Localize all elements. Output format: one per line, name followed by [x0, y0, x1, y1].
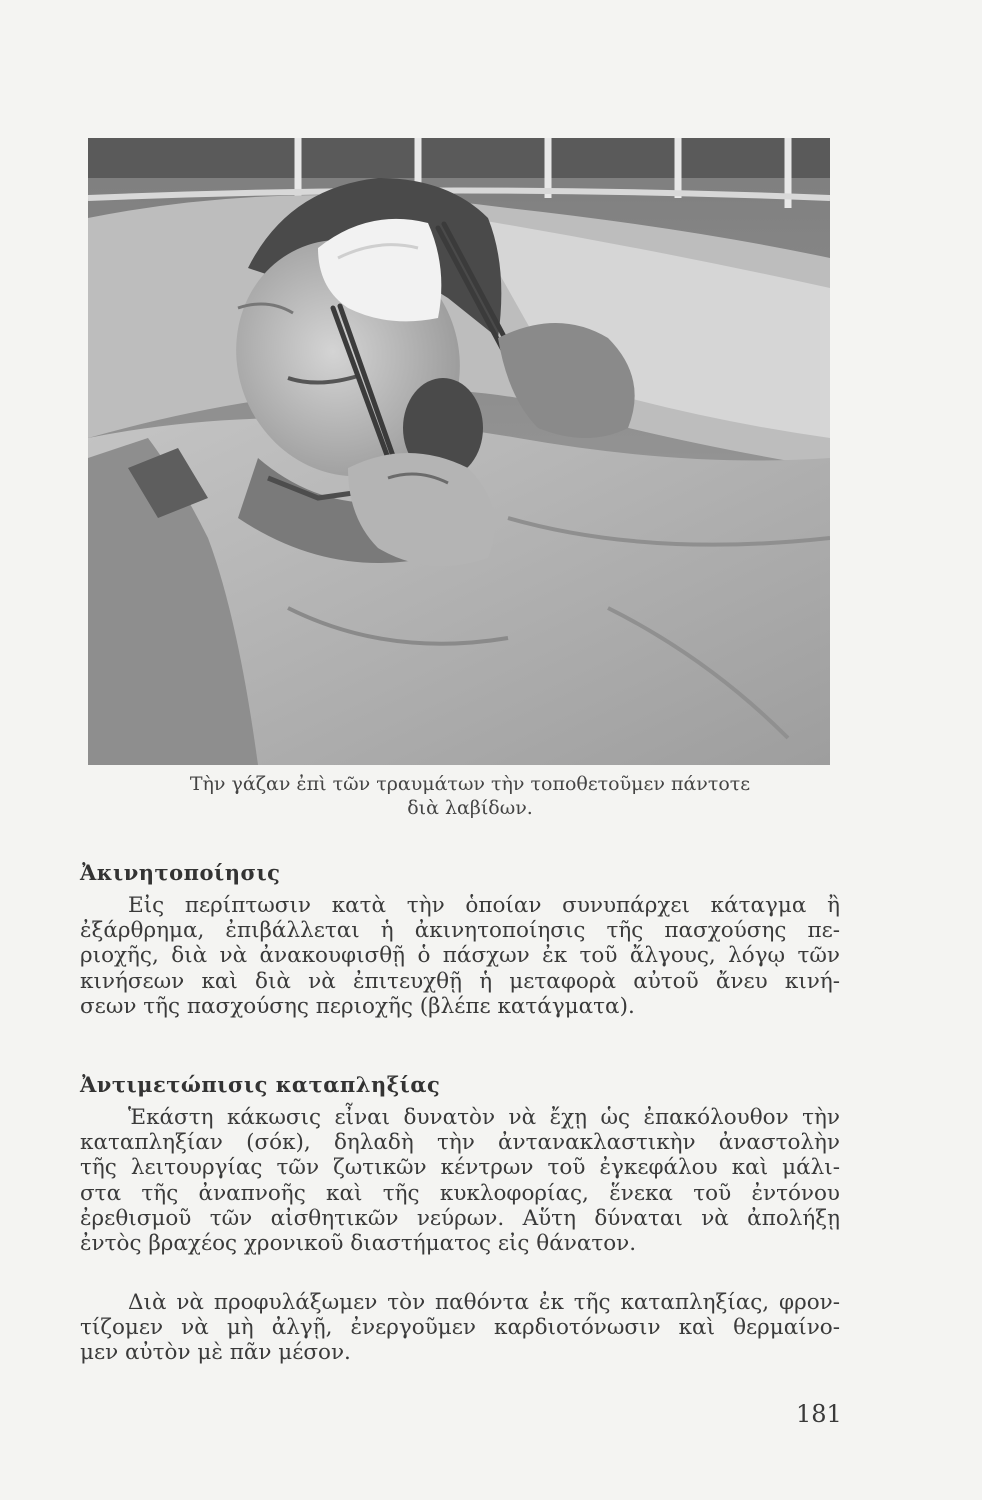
- paragraph-shock-1: [80, 1105, 840, 1256]
- text-line: ριοχῆς, διὰ νὰ ἀνακουφισθῇ ὁ πάσχων ἐκ τοῦ ἄλγους, λόγῳ τῶν: [80, 943, 840, 969]
- section-heading-immobilization: Ἀκινητοποίησις: [80, 860, 281, 885]
- text-line: τῆς λειτουργίας τῶν ζωτικῶν κέντρων τοῦ ἐγκεφάλου καὶ μάλι-: [80, 1155, 840, 1181]
- text-line: ἐρεθισμοῦ τῶν αἰσθητικῶν νεύρων. Αὕτη δύναται νὰ ἀπολήξῃ: [80, 1205, 840, 1231]
- text-line: μεν αὐτὸν μὲ πᾶν μέσον.: [80, 1340, 351, 1366]
- text-line: Ἑκάστη κάκωσις εἶναι δυνατὸν νὰ ἔχῃ ὡς ἐπακόλουθον τὴν: [128, 1105, 840, 1130]
- caption-line: Τὴν γάζαν ἐπὶ τῶν τραυμάτων τὴν τοποθετοῦμεν πάντοτε: [189, 773, 751, 795]
- figure-caption: [120, 772, 820, 820]
- text-line: σεων τῆς πασχούσης περιοχῆς (βλέπε κατάγματα).: [80, 993, 635, 1019]
- caption-line: διὰ λαβίδων.: [407, 797, 533, 819]
- page-number: 181: [796, 1400, 842, 1428]
- text-line: κινήσεων καὶ διὰ νὰ ἐπιτευχθῇ ἡ μεταφορὰ αὐτοῦ ἄνευ κινή-: [80, 968, 840, 994]
- text-line: ἐξάρθρημα, ἐπιβάλλεται ἡ ἀκινητοποίησις τῆς πασχούσης πε-: [80, 918, 840, 944]
- text-line: Εἰς περίπτωσιν κατὰ τὴν ὁποίαν συνυπάρχει κάταγμα ἢ: [128, 893, 840, 918]
- text-line: καταπληξίαν (σόκ), δηλαδὴ τὴν ἀντανακλαστικὴν ἀναστολὴν: [80, 1130, 840, 1156]
- paragraph-immobilization: [80, 893, 840, 1019]
- text-line: ἐντὸς βραχέος χρονικοῦ διαστήματος εἰς θάνατον.: [80, 1231, 637, 1257]
- figure-photo: [88, 138, 830, 765]
- text-line: στα τῆς ἀναπνοῆς καὶ τῆς κυκλοφορίας, ἕνεκα τοῦ ἐντόνου: [80, 1180, 840, 1206]
- text-line: Διὰ νὰ προφυλάξωμεν τὸν παθόντα ἐκ τῆς καταπληξίας, φρον-: [128, 1290, 840, 1315]
- paragraph-shock-2: [80, 1290, 840, 1366]
- section-heading-shock: Ἀντιμετώπισις καταπληξίας: [80, 1072, 441, 1097]
- text-line: τίζομεν νὰ μὴ ἀλγῇ, ἐνεργοῦμεν καρδιοτόνωσιν καὶ θερμαίνο-: [80, 1315, 840, 1341]
